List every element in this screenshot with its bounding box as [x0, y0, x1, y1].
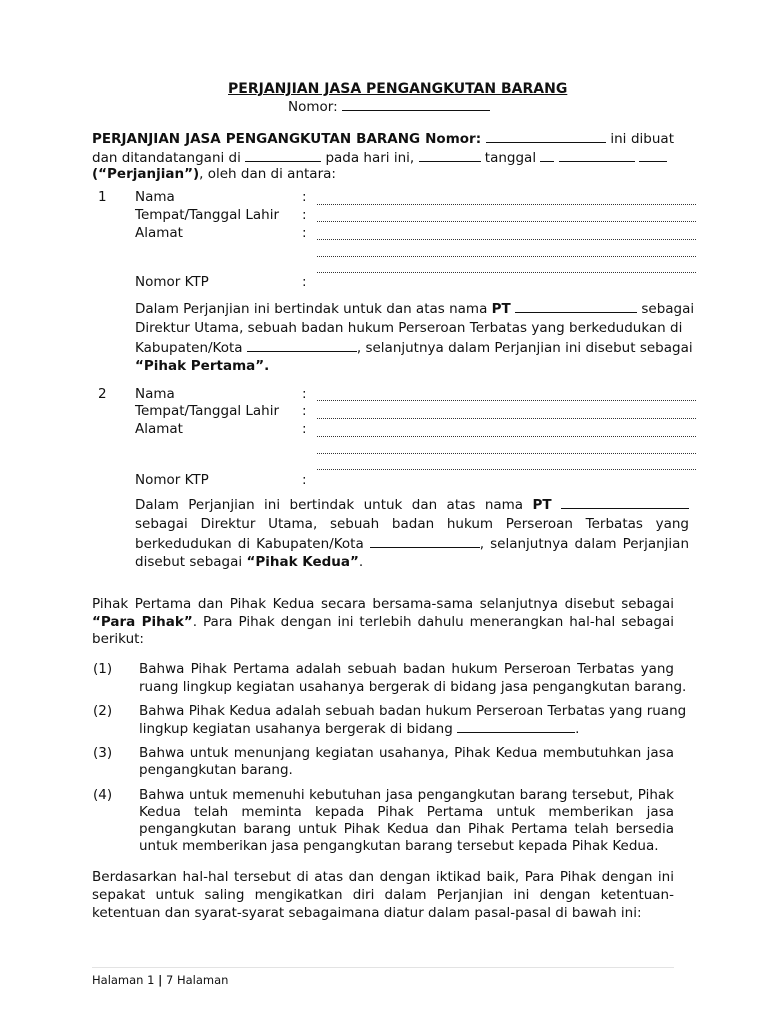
recital-4-line-1: Bahwa untuk memenuhi kebutuhan jasa pengangkutan barang tersebut, Pihak — [139, 787, 674, 803]
recital-3-line-1: Bahwa untuk menunjang kegiatan usahanya, Pihak Kedua membutuhkan jasa — [139, 745, 674, 761]
separator: | — [158, 973, 163, 987]
alamat-field-3[interactable] — [317, 272, 696, 273]
nama-label: Nama — [135, 189, 175, 205]
blank — [561, 496, 689, 509]
footer-divider — [92, 967, 674, 968]
party1-line-3 — [135, 339, 693, 357]
alamat-field[interactable] — [317, 436, 696, 437]
nomor-label: Nomor: — [288, 99, 338, 115]
text: Kabupaten/Kota — [135, 340, 243, 356]
recital-4-line-3: pengangkutan barang untuk Pihak Kedua dan Pihak Pertama telah bersedia — [139, 821, 674, 837]
recital-1-line-2: ruang lingkup kegiatan usahanya bergerak di bidang jasa pengangkutan barang. — [139, 679, 687, 695]
recital-2-line-2: lingkup kegiatan usahanya bergerak di bidang . — [139, 721, 580, 737]
intro-line-2 — [92, 149, 667, 167]
blank — [639, 149, 667, 162]
para-pihak-term: “Para Pihak” — [92, 614, 193, 630]
text: disebut sebagai — [135, 554, 243, 570]
total-pages: 7 Halaman — [165, 973, 229, 987]
nama-field[interactable] — [317, 204, 696, 205]
nomor-blank — [342, 98, 490, 111]
colon: : — [302, 207, 307, 223]
colon: : — [302, 225, 307, 241]
para-pihak-line-3: berikut: — [92, 631, 144, 647]
text: pada hari ini, — [325, 150, 415, 166]
intro-line-3 — [92, 166, 336, 183]
text: PT — [491, 301, 511, 317]
alamat-label: Alamat — [135, 421, 183, 437]
recital-2-line-1: Bahwa Pihak Kedua adalah sebuah badan hukum Perseroan Terbatas yang ruang — [139, 703, 687, 719]
ttl-field[interactable] — [317, 418, 696, 419]
blank — [245, 149, 321, 162]
alamat-field-2[interactable] — [317, 453, 696, 454]
intro-title: PERJANJIAN JASA PENGANGKUTAN BARANG Nomor: — [92, 131, 482, 147]
text: Dalam Perjanjian ini bertindak untuk dan atas nama — [135, 497, 524, 513]
ttl-label: Tempat/Tanggal Lahir — [135, 207, 280, 223]
text: tanggal — [484, 150, 537, 166]
nama-field[interactable] — [317, 400, 696, 401]
recital-1-line-1: Bahwa Pihak Pertama adalah sebuah badan hukum Perseroan Terbatas yang — [139, 661, 674, 677]
intro-line-1 — [92, 130, 674, 148]
closing-line-2: sepakat untuk saling mengikatkan diri dalam Perjanjian ini dengan ketentuan- — [92, 887, 674, 903]
colon: : — [302, 472, 307, 488]
blank — [370, 535, 480, 548]
ktp-label: Nomor KTP — [135, 274, 209, 290]
ttl-field[interactable] — [317, 221, 696, 222]
pihak-kedua-term: “Pihak Kedua” — [246, 554, 359, 570]
party2-line-4 — [135, 554, 363, 571]
recital-number: (3) — [93, 745, 113, 761]
text: (“Perjanjian”) — [92, 166, 200, 182]
page-title: PERJANJIAN JASA PENGANGKUTAN BARANG — [228, 81, 568, 97]
alamat-field-3[interactable] — [317, 469, 696, 470]
closing-line-3: ketentuan dan syarat-syarat sebagaimana diatur dalam pasal-pasal di bawah ini: — [92, 905, 642, 921]
para-pihak-line-1: Pihak Pertama dan Pihak Kedua secara bersama-sama selanjutnya disebut sebagai — [92, 596, 674, 612]
party2-line-2: sebagai Direktur Utama, sebuah badan hukum Perseroan Terbatas yang — [135, 516, 689, 532]
text: Dalam Perjanjian ini bertindak untuk dan atas nama — [135, 301, 488, 317]
text: berkedudukan di Kabupaten/Kota — [135, 536, 364, 552]
page-number: 1 — [147, 973, 155, 987]
party2-line-3 — [135, 535, 689, 553]
blank — [419, 149, 481, 162]
text: dan ditandatangani di — [92, 150, 241, 166]
alamat-field[interactable] — [317, 239, 696, 240]
blank — [540, 149, 554, 162]
page-footer — [92, 972, 228, 989]
party1-line-2: Direktur Utama, sebuah badan hukum Perseroan Terbatas yang berkedudukan di — [135, 320, 683, 336]
colon: : — [302, 274, 307, 290]
alamat-label: Alamat — [135, 225, 183, 241]
blank — [457, 720, 575, 733]
party1-number: 1 — [98, 189, 107, 205]
text: , selanjutnya dalam Perjanjian ini disebut sebagai — [356, 340, 693, 356]
text: sebagai — [641, 301, 695, 317]
text: Halaman — [92, 973, 144, 987]
colon: : — [302, 386, 307, 402]
blank — [559, 149, 635, 162]
recital-3-line-2: pengangkutan barang. — [139, 762, 293, 778]
party2-number: 2 — [98, 386, 107, 402]
colon: : — [302, 403, 307, 419]
text: lingkup kegiatan usahanya bergerak di bidang — [139, 721, 453, 737]
text: ini dibuat — [610, 131, 674, 147]
alamat-field-2[interactable] — [317, 256, 696, 257]
recital-4-line-4: untuk memberikan jasa pengangkutan barang tersebut kepada Pihak Kedua. — [139, 838, 659, 854]
recital-number: (1) — [93, 661, 113, 677]
text: , selanjutnya dalam Perjanjian — [479, 536, 689, 552]
text: . — [358, 554, 364, 570]
ttl-label: Tempat/Tanggal Lahir — [135, 403, 280, 419]
nama-label: Nama — [135, 386, 175, 402]
text: , oleh dan di antara: — [199, 166, 336, 182]
document-number — [288, 98, 490, 116]
pihak-pertama-term: “Pihak Pertama”. — [135, 358, 270, 374]
party1-line-1 — [135, 300, 695, 318]
party2-line-1 — [135, 496, 689, 514]
colon: : — [302, 421, 307, 437]
blank — [247, 339, 357, 352]
closing-line-1: Berdasarkan hal-hal tersebut di atas dan dengan iktikad baik, Para Pihak dengan ini — [92, 869, 674, 885]
recital-number: (2) — [93, 703, 113, 719]
text: . Para Pihak dengan ini terlebih dahulu menerangkan hal-hal sebagai — [192, 614, 674, 630]
recital-4-line-2: Kedua telah meminta kepada Pihak Pertama untuk memberikan jasa — [139, 804, 674, 820]
blank — [515, 300, 637, 313]
para-pihak-line-2 — [92, 614, 674, 631]
text: PT — [532, 497, 552, 513]
blank — [486, 130, 606, 143]
colon: : — [302, 189, 307, 205]
recital-number: (4) — [93, 787, 113, 803]
ktp-label: Nomor KTP — [135, 472, 209, 488]
